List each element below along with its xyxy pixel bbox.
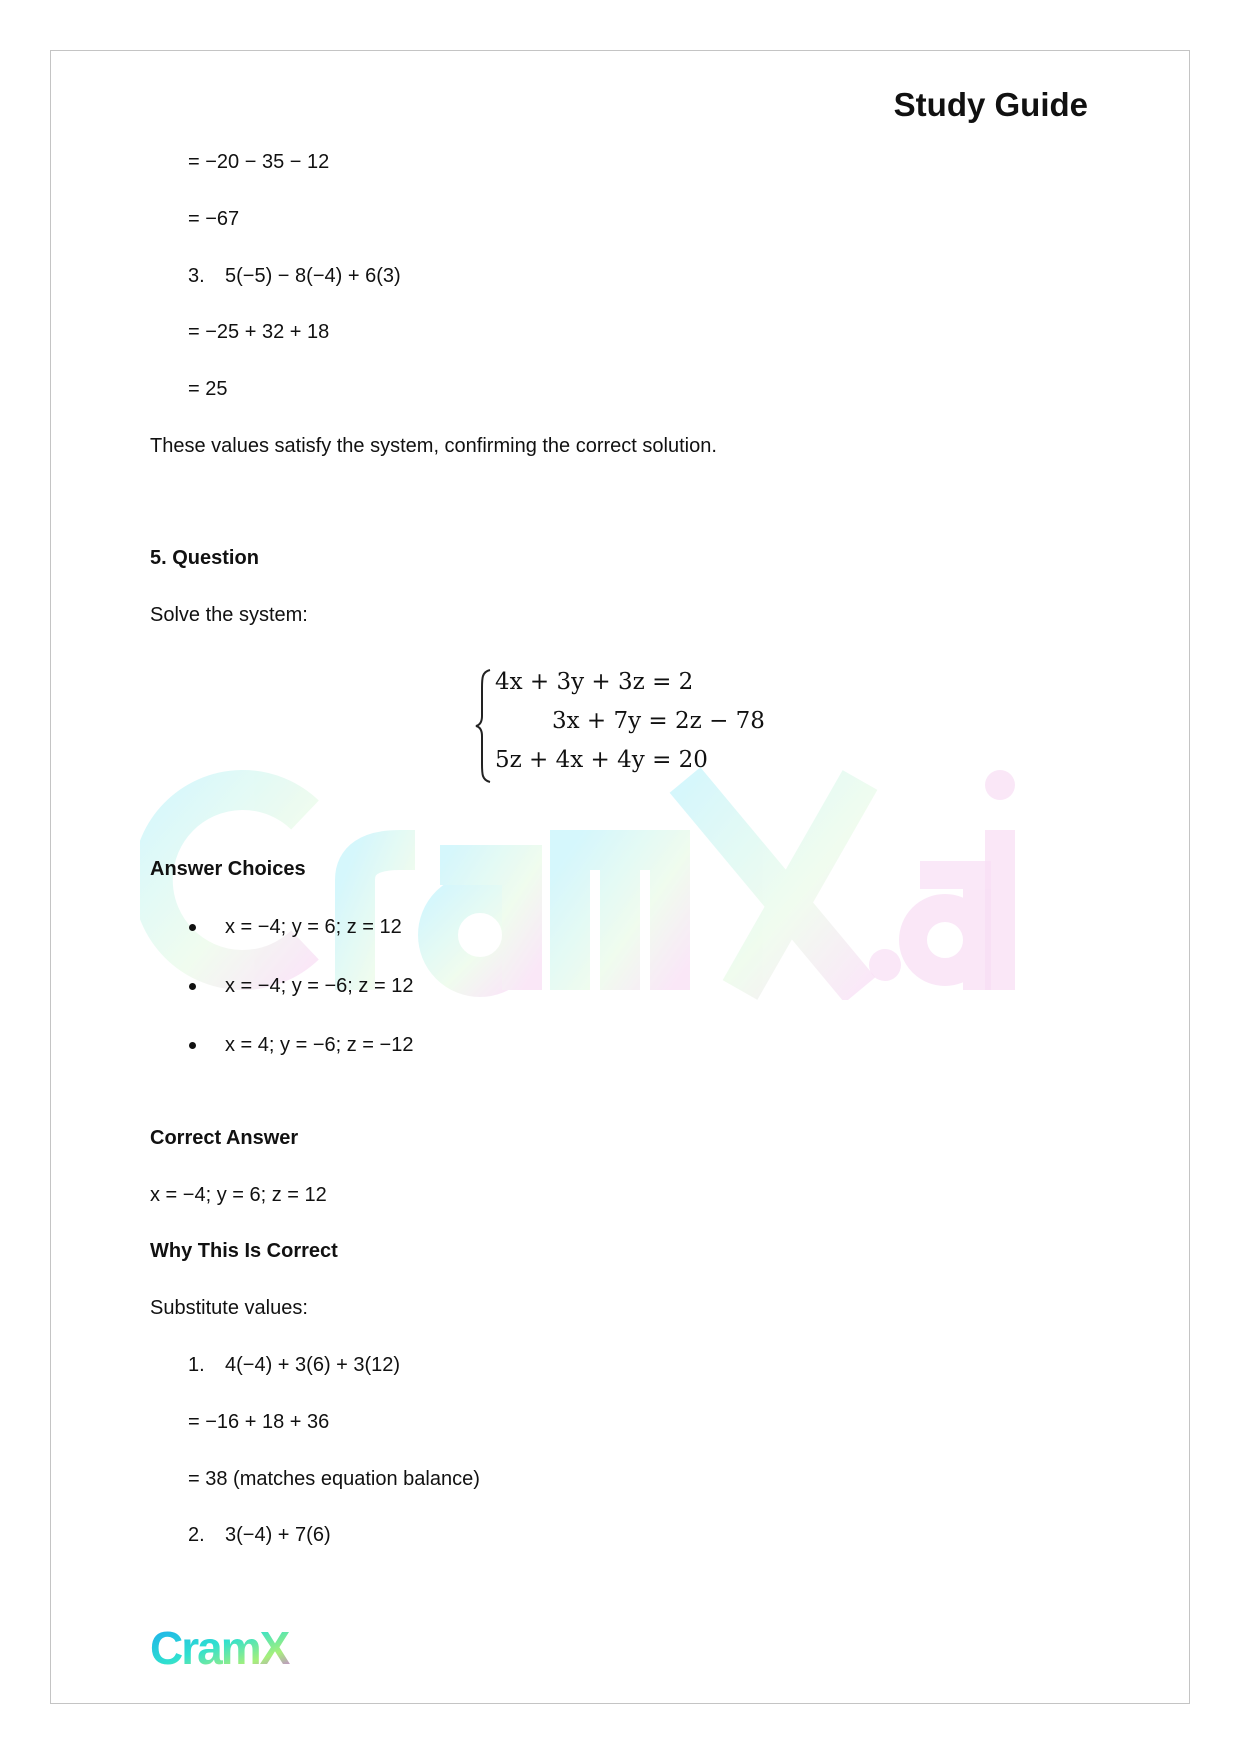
calc-step: = 38 (matches equation balance)	[188, 1468, 480, 1490]
list-number: 1.	[188, 1354, 205, 1376]
calc-step: = −67	[188, 208, 240, 230]
list-number: 2.	[188, 1524, 205, 1546]
question-prompt: Solve the system:	[150, 604, 308, 626]
answer-choice: x = 4; y = −6; z = −12	[225, 1034, 414, 1056]
answer-choice: x = −4; y = 6; z = 12	[225, 916, 402, 938]
calc-expression: 3(−4) + 7(6)	[225, 1524, 331, 1546]
question-heading: 5. Question	[150, 547, 259, 569]
equation-1: 4x + 3y + 3z = 2	[495, 669, 694, 695]
bullet-icon	[189, 983, 196, 990]
list-number: 3.	[188, 265, 205, 287]
equation-3: 5z + 4x + 4y = 20	[495, 747, 708, 773]
calc-step: = −20 − 35 − 12	[188, 151, 330, 173]
calc-step: = 25	[188, 378, 228, 400]
correct-answer-value: x = −4; y = 6; z = 12	[150, 1184, 327, 1206]
calc-step: = −16 + 18 + 36	[188, 1411, 330, 1433]
conclusion-text: These values satisfy the system, confirming the correct solution.	[150, 435, 717, 457]
why-intro: Substitute values:	[150, 1297, 308, 1319]
cramx-logo	[150, 1622, 300, 1674]
bullet-icon	[189, 1042, 196, 1049]
equation-2: 3x + 7y = 2z − 78	[552, 708, 765, 734]
calc-expression: 5(−5) − 8(−4) + 6(3)	[225, 265, 401, 287]
correct-answer-heading: Correct Answer	[150, 1127, 299, 1149]
why-heading: Why This Is Correct	[150, 1240, 338, 1262]
page-title: Study Guide	[893, 86, 1088, 123]
calc-step: = −25 + 32 + 18	[188, 321, 330, 343]
svg-text:CramX: CramX	[150, 1622, 289, 1674]
brace-icon	[474, 668, 492, 784]
calc-expression: 4(−4) + 3(6) + 3(12)	[225, 1354, 401, 1376]
answer-choices-heading: Answer Choices	[150, 858, 306, 880]
answer-choice: x = −4; y = −6; z = 12	[225, 975, 414, 997]
bullet-icon	[189, 924, 196, 931]
